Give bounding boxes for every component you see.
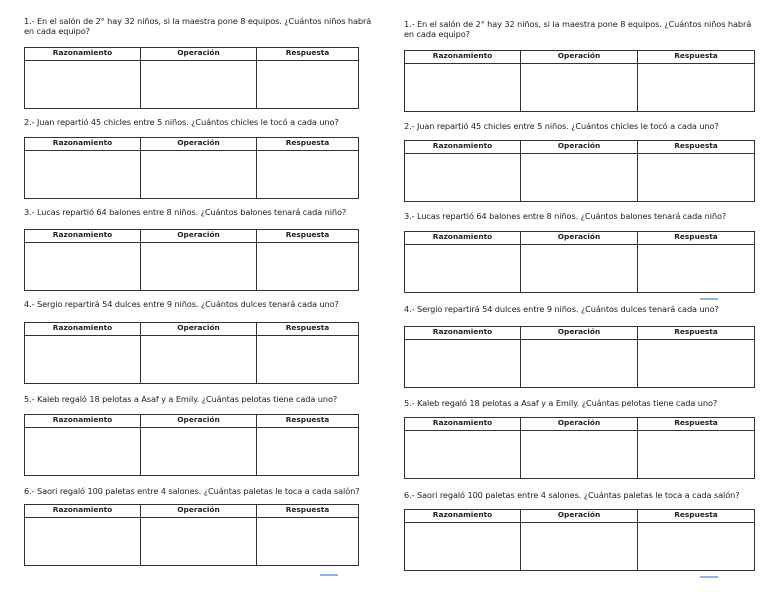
header-razonamiento: Razonamiento <box>25 230 141 243</box>
header-razonamiento: Razonamiento <box>405 232 521 245</box>
cell-respuesta[interactable] <box>257 61 359 109</box>
problem-text: 1.- En el salón de 2° hay 32 niños, si la maestra pone 8 equipos. ¿Cuántos niños habrá en cada equipo? <box>404 19 752 39</box>
cell-razonamiento[interactable] <box>25 243 141 291</box>
header-razonamiento: Razonamiento <box>25 323 141 336</box>
cell-razonamiento[interactable] <box>25 336 141 384</box>
problem-text: 6.- Saori regaló 100 paletas entre 4 salones. ¿Cuántas paletas le toca a cada salón? <box>404 490 740 500</box>
problem-text: 6.- Saori regaló 100 paletas entre 4 salones. ¿Cuántas paletas le toca a cada salón? <box>24 486 360 496</box>
header-respuesta: Respuesta <box>257 230 359 243</box>
cell-respuesta[interactable] <box>638 431 755 479</box>
problem-2 <box>404 121 760 150</box>
cell-operacion[interactable] <box>521 523 638 571</box>
cell-respuesta[interactable] <box>638 64 755 112</box>
cell-razonamiento[interactable] <box>25 61 141 109</box>
answer-table <box>404 231 755 293</box>
problem-text: 2.- Juan repartió 45 chicles entre 5 niños. ¿Cuántos chicles le tocó a cada uno? <box>24 117 339 127</box>
header-razonamiento: Razonamiento <box>405 510 521 523</box>
problem-4 <box>404 304 760 336</box>
answer-table <box>24 414 359 476</box>
header-respuesta: Respuesta <box>257 415 359 428</box>
cell-razonamiento[interactable] <box>405 340 521 388</box>
header-respuesta: Respuesta <box>257 48 359 61</box>
cell-razonamiento[interactable] <box>405 245 521 293</box>
answer-table <box>404 140 755 202</box>
cell-operacion[interactable] <box>521 431 638 479</box>
cell-operacion[interactable] <box>141 428 257 476</box>
header-operacion: Operación <box>141 138 257 151</box>
header-operacion: Operación <box>521 232 638 245</box>
cell-operacion[interactable] <box>141 61 257 109</box>
header-operacion: Operación <box>521 141 638 154</box>
problem-2 <box>24 117 382 147</box>
cell-respuesta[interactable] <box>257 243 359 291</box>
selection-mark <box>700 576 718 578</box>
header-operacion: Operación <box>521 327 638 340</box>
problem-4 <box>24 299 382 332</box>
cell-operacion[interactable] <box>141 243 257 291</box>
cell-operacion[interactable] <box>521 64 638 112</box>
answer-table <box>24 137 359 199</box>
header-razonamiento: Razonamiento <box>25 48 141 61</box>
header-respuesta: Respuesta <box>257 323 359 336</box>
cell-razonamiento[interactable] <box>25 151 141 199</box>
problem-3 <box>24 207 382 239</box>
cell-respuesta[interactable] <box>638 523 755 571</box>
answer-table <box>24 322 359 384</box>
header-operacion: Operación <box>521 510 638 523</box>
header-razonamiento: Razonamiento <box>25 415 141 428</box>
cell-razonamiento[interactable] <box>25 518 141 566</box>
problem-1 <box>24 16 382 57</box>
problem-text: 3.- Lucas repartió 64 balones entre 8 niños. ¿Cuántos balones tenará cada niño? <box>24 207 347 217</box>
header-razonamiento: Razonamiento <box>405 51 521 64</box>
answer-table <box>404 50 755 112</box>
cell-respuesta[interactable] <box>638 154 755 202</box>
header-razonamiento: Razonamiento <box>25 505 141 518</box>
problem-text: 5.- Kaleb regaló 18 pelotas a Asaf y a Emily. ¿Cuántas pelotas tiene cada uno? <box>404 398 718 408</box>
problem-text: 4.- Sergio repartirá 54 dulces entre 9 niños. ¿Cuántos dulces tenará cada uno? <box>24 299 339 309</box>
cell-operacion[interactable] <box>141 518 257 566</box>
cell-operacion[interactable] <box>141 151 257 199</box>
cell-respuesta[interactable] <box>257 151 359 199</box>
answer-table <box>24 229 359 291</box>
problem-text: 5.- Kaleb regaló 18 pelotas a Asaf y a Emily. ¿Cuántas pelotas tiene cada uno? <box>24 394 338 404</box>
problem-text: 1.- En el salón de 2° hay 32 niños, si la maestra pone 8 equipos. ¿Cuántos niños habrá en cada equipo? <box>24 16 372 36</box>
cell-razonamiento[interactable] <box>405 523 521 571</box>
problem-text: 3.- Lucas repartió 64 balones entre 8 niños. ¿Cuántos balones tenará cada niño? <box>404 211 727 221</box>
cell-operacion[interactable] <box>521 154 638 202</box>
cell-respuesta[interactable] <box>257 518 359 566</box>
problem-text: 2.- Juan repartió 45 chicles entre 5 niños. ¿Cuántos chicles le tocó a cada uno? <box>404 121 719 131</box>
answer-table <box>24 504 359 566</box>
problem-5 <box>24 394 382 424</box>
problem-3 <box>404 211 760 241</box>
problem-5 <box>404 398 760 427</box>
header-razonamiento: Razonamiento <box>25 138 141 151</box>
header-operacion: Operación <box>141 323 257 336</box>
header-operacion: Operación <box>521 418 638 431</box>
answer-table <box>404 417 755 479</box>
cell-razonamiento[interactable] <box>405 431 521 479</box>
selection-mark <box>320 574 338 576</box>
header-respuesta: Respuesta <box>257 138 359 151</box>
problem-6 <box>404 490 760 519</box>
header-respuesta: Respuesta <box>638 232 755 245</box>
header-respuesta: Respuesta <box>638 327 755 340</box>
problem-text: 4.- Sergio repartirá 54 dulces entre 9 niños. ¿Cuántos dulces tenará cada uno? <box>404 304 719 314</box>
header-operacion: Operación <box>141 415 257 428</box>
header-operacion: Operación <box>141 505 257 518</box>
cell-operacion[interactable] <box>521 340 638 388</box>
header-respuesta: Respuesta <box>638 141 755 154</box>
cell-respuesta[interactable] <box>257 428 359 476</box>
cell-razonamiento[interactable] <box>405 64 521 112</box>
header-operacion: Operación <box>521 51 638 64</box>
problem-1 <box>404 19 760 60</box>
header-respuesta: Respuesta <box>638 418 755 431</box>
cell-operacion[interactable] <box>521 245 638 293</box>
answer-table <box>24 47 359 109</box>
cell-respuesta[interactable] <box>638 340 755 388</box>
cell-respuesta[interactable] <box>257 336 359 384</box>
header-razonamiento: Razonamiento <box>405 418 521 431</box>
selection-mark <box>700 298 718 300</box>
header-respuesta: Respuesta <box>257 505 359 518</box>
cell-respuesta[interactable] <box>638 245 755 293</box>
cell-razonamiento[interactable] <box>25 428 141 476</box>
header-operacion: Operación <box>141 48 257 61</box>
header-razonamiento: Razonamiento <box>405 141 521 154</box>
header-operacion: Operación <box>141 230 257 243</box>
answer-table <box>404 326 755 388</box>
header-razonamiento: Razonamiento <box>405 327 521 340</box>
answer-table <box>404 509 755 571</box>
header-respuesta: Respuesta <box>638 51 755 64</box>
problem-6 <box>24 486 382 514</box>
header-respuesta: Respuesta <box>638 510 755 523</box>
cell-operacion[interactable] <box>141 336 257 384</box>
cell-razonamiento[interactable] <box>405 154 521 202</box>
